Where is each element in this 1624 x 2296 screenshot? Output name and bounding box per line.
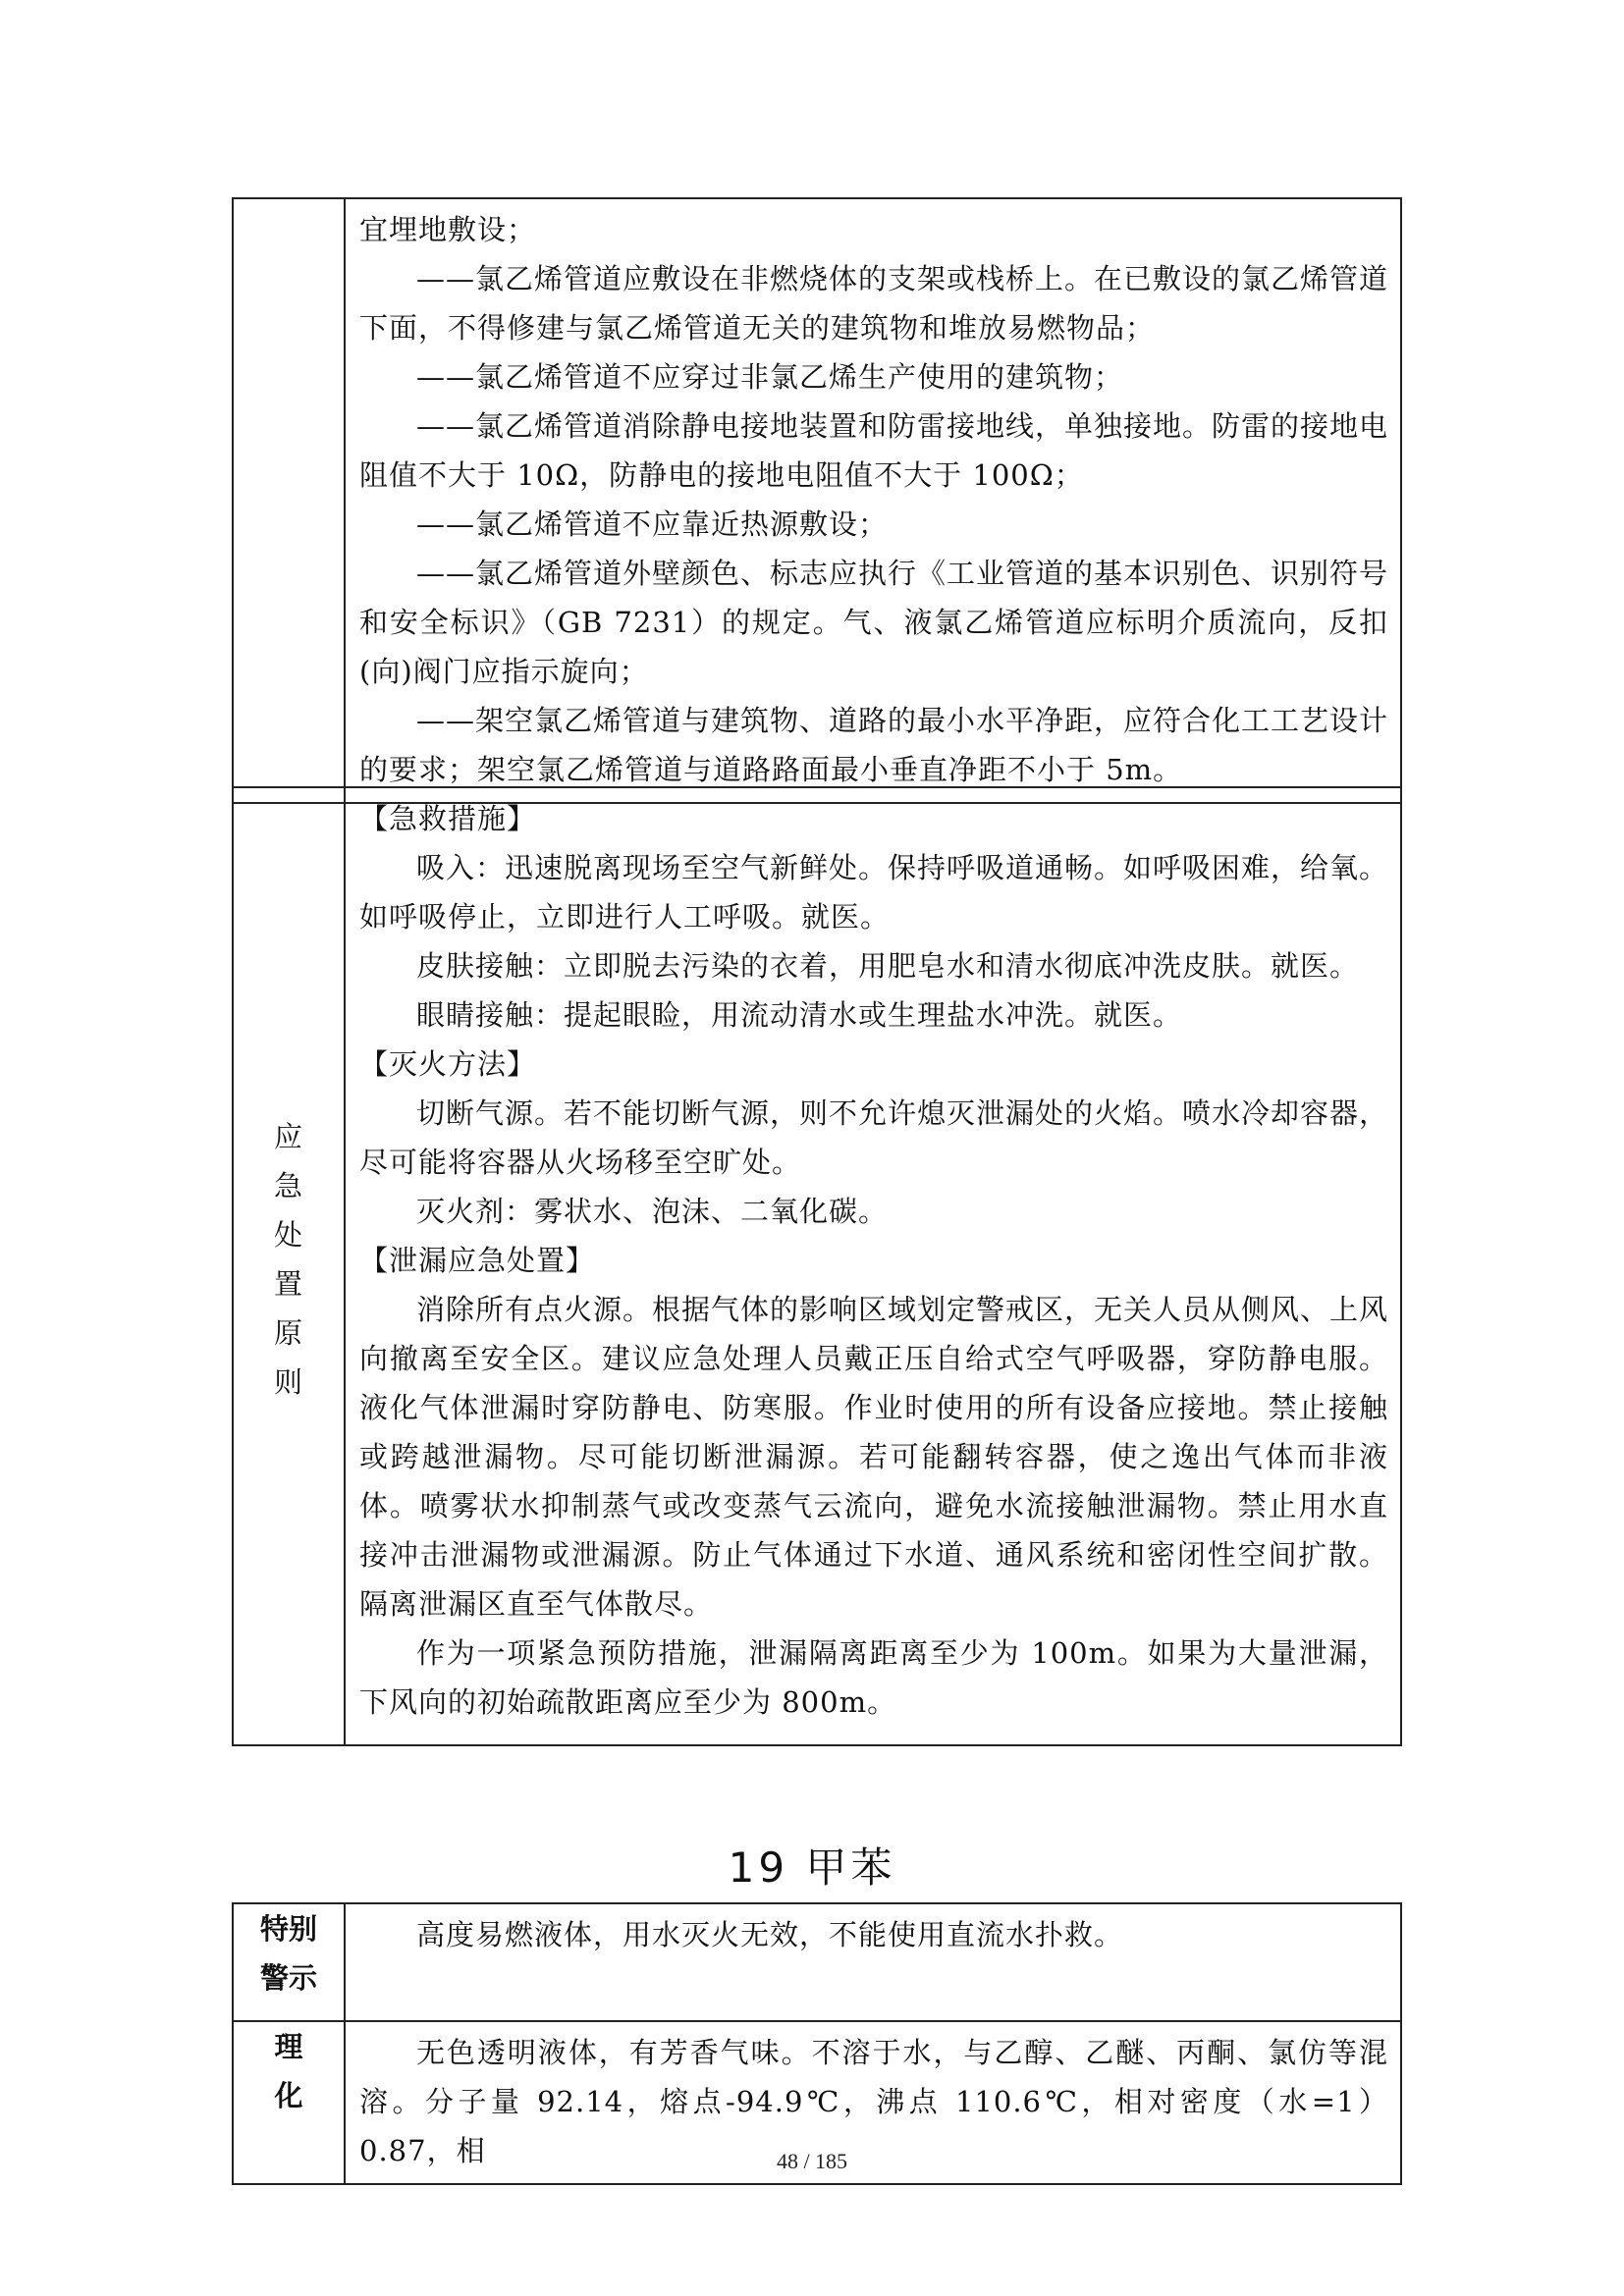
label-line: 警示 [259, 1961, 317, 1995]
paragraph: 高度易燃液体，用水灭火无效，不能使用直流水扑救。 [416, 1918, 1124, 1951]
paragraph: 眼睛接触：提起眼睑，用流动清水或生理盐水冲洗。就医。 [416, 998, 1183, 1032]
label-line: 特别 [259, 1912, 317, 1946]
paragraph: ——氯乙烯管道不应靠近热源敷设； [416, 507, 889, 541]
label-char: 原 [273, 1316, 303, 1350]
paragraph: ——氯乙烯管道应敷设在非燃烧体的支架或栈桥上。在已敷设的氯乙烯管道下面，不得修建与氯乙烯管道无关的建筑物和堆放易燃物品； [359, 262, 1389, 345]
paragraph: ——氯乙烯管道外壁颜色、标志应执行《工业管道的基本识别色、识别符号和安全标识》（GB 7231）的规定。气、液氯乙烯管道应标明介质流向，反扣(向)阀门应指示旋向； [359, 557, 1389, 688]
paragraph: 宜埋地敷设； [359, 213, 537, 246]
paragraph: 切断气源。若不能切断气源，则不允许熄灭泄漏处的火焰。喷水冷却容器，尽可能将容器从火场移至空旷处。 [359, 1096, 1389, 1179]
toluene-table [232, 1902, 1402, 2185]
paragraph: 灭火剂：雾状水、泡沫、二氧化碳。 [416, 1195, 889, 1228]
label-char: 则 [273, 1365, 303, 1399]
paragraph: 无色透明液体，有芳香气味。不溶于水，与乙醇、乙醚、丙酮、氯仿等混溶。分子量 92.14，熔点-94.9℃，沸点 110.6℃，相对密度（水=1）0.87，相 [359, 2036, 1388, 2167]
page-number: 48 / 185 [776, 2149, 848, 2173]
emergency-principles-table [232, 786, 1402, 1746]
paragraph: 皮肤接触：立即脱去污染的衣着，用肥皂水和清水彻底冲洗皮肤。就医。 [416, 949, 1360, 983]
label-line: 理 [274, 2030, 303, 2063]
blank-label-cell [233, 198, 345, 803]
paragraph: ——氯乙烯管道不应穿过非氯乙烯生产使用的建筑物； [416, 360, 1124, 394]
subheading: 【灭火方法】 [359, 1047, 537, 1081]
paragraph: 作为一项紧急预防措施，泄漏隔离距离至少为 100m。如果为大量泄漏，下风向的初始疏散距离应至少为 800m。 [359, 1636, 1388, 1719]
section-title: 19 甲苯 [728, 1843, 896, 1892]
paragraph: ——架空氯乙烯管道与建筑物、道路的最小水平净距，应符合化工工艺设计的要求；架空氯乙烯管道与道路路面最小垂直净距不小于 5m。 [359, 704, 1389, 786]
label-line: 化 [274, 2079, 303, 2112]
emergency-principles-content [345, 787, 1401, 1745]
pipeline-requirements-table [232, 197, 1402, 804]
emergency-principles-label [233, 787, 345, 1745]
special-warning-content [345, 1903, 1401, 2021]
label-char: 急 [273, 1169, 303, 1202]
paragraph: 消除所有点火源。根据气体的影响区域划定警戒区，无关人员从侧风、上风向撤离至安全区。建议应急处理人员戴正压自给式空气呼吸器，穿防静电服。液化气体泄漏时穿防静电、防寒服。作业时使用的所有设备应接地。禁止接触或跨越泄漏物。尽可能切断泄漏源。若可能翻转容器，使之逸出气体而非液体。喷雾状水抑制蒸气或改变蒸气云流向，避免水流接触泄漏物。禁止用水直接冲击泄漏物或泄漏源。防止气体通过下水道、通风系统和密闭性空间扩散。隔离泄漏区直至气体散尽。 [359, 1293, 1389, 1621]
subheading: 【急救措施】 [359, 802, 537, 835]
paragraph: ——氯乙烯管道消除静电接地装置和防雷接地线，单独接地。防雷的接地电阻值不大于 10Ω，防静电的接地电阻值不大于 100Ω； [359, 409, 1389, 492]
label-char: 置 [273, 1267, 303, 1301]
special-warning-label [233, 1903, 345, 2021]
paragraph: 吸入：迅速脱离现场至空气新鲜处。保持呼吸道通畅。如呼吸困难，给氧。如呼吸停止，立即进行人工呼吸。就医。 [359, 851, 1389, 934]
subheading: 【泄漏应急处置】 [359, 1244, 596, 1277]
label-char: 处 [273, 1218, 303, 1252]
pipeline-requirements-content [345, 198, 1401, 803]
label-char: 应 [273, 1120, 303, 1153]
